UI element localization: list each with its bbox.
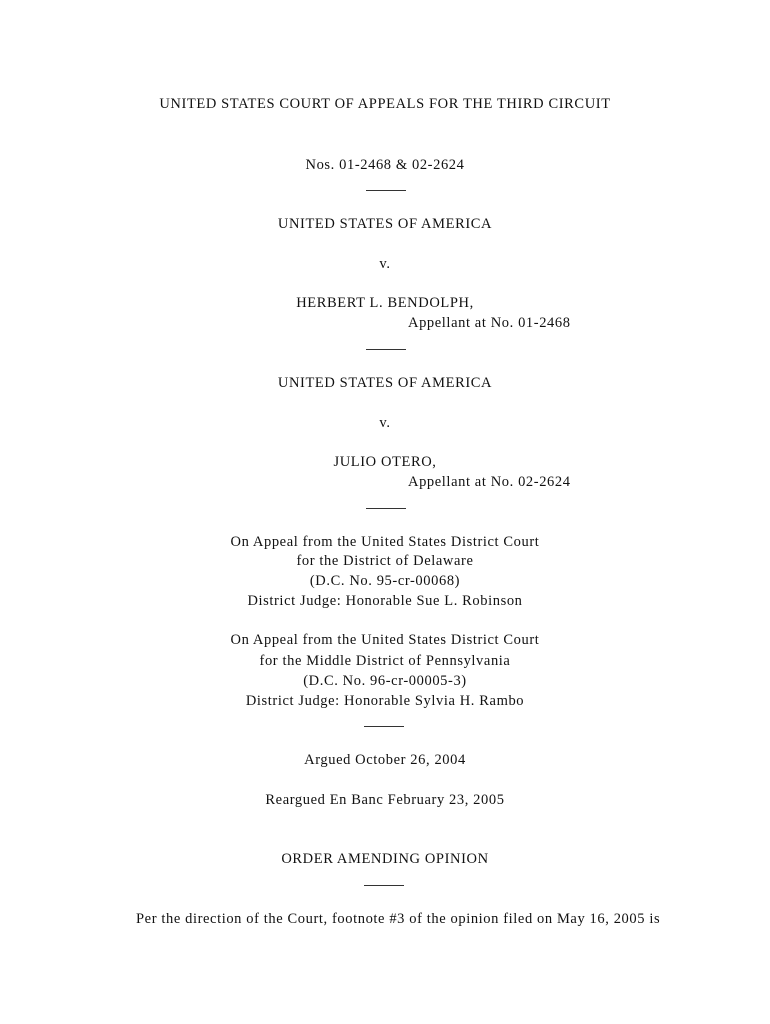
versus-1: v. [379,256,391,272]
order-body-text: Per the direction of the Court, footnote #3 of the opinion filed on May 16, 2005 is [136,911,661,927]
party-united-states-1: UNITED STATES OF AMERICA [277,216,493,232]
defendant-otero: JULIO OTERO, [333,454,437,470]
appeal-2-line-1: On Appeal from the United States District Court [230,632,540,648]
appeal-1-line-3: (D.C. No. 95-cr-00068) [309,573,461,589]
reargued-date: Reargued En Banc February 23, 2005 [265,792,505,808]
versus-2: v. [379,415,391,431]
separator-rule [364,726,404,727]
appeal-1-line-1: On Appeal from the United States District Court [230,534,540,550]
order-title: ORDER AMENDING OPINION [281,851,489,867]
separator-rule [366,349,406,350]
appeal-1-line-4: District Judge: Honorable Sue L. Robinson [247,593,523,609]
appeal-1-line-2: for the District of Delaware [296,553,474,569]
appeal-2-line-2: for the Middle District of Pennsylvania [259,653,511,669]
separator-rule [366,508,406,509]
appeal-2-line-3: (D.C. No. 96-cr-00005-3) [303,673,467,689]
appellant-designation-1: Appellant at No. 01-2468 [408,315,571,331]
separator-rule [366,190,406,191]
case-numbers: Nos. 01-2468 & 02-2624 [305,157,465,173]
appellant-designation-2: Appellant at No. 02-2624 [408,474,571,490]
party-united-states-2: UNITED STATES OF AMERICA [277,375,493,391]
defendant-bendolph: HERBERT L. BENDOLPH, [296,295,474,311]
separator-rule [364,885,404,886]
argued-date: Argued October 26, 2004 [304,752,466,768]
appeal-2-line-4: District Judge: Honorable Sylvia H. Rambo [245,693,525,709]
court-title: UNITED STATES COURT OF APPEALS FOR THE THIRD CIRCUIT [159,96,611,112]
